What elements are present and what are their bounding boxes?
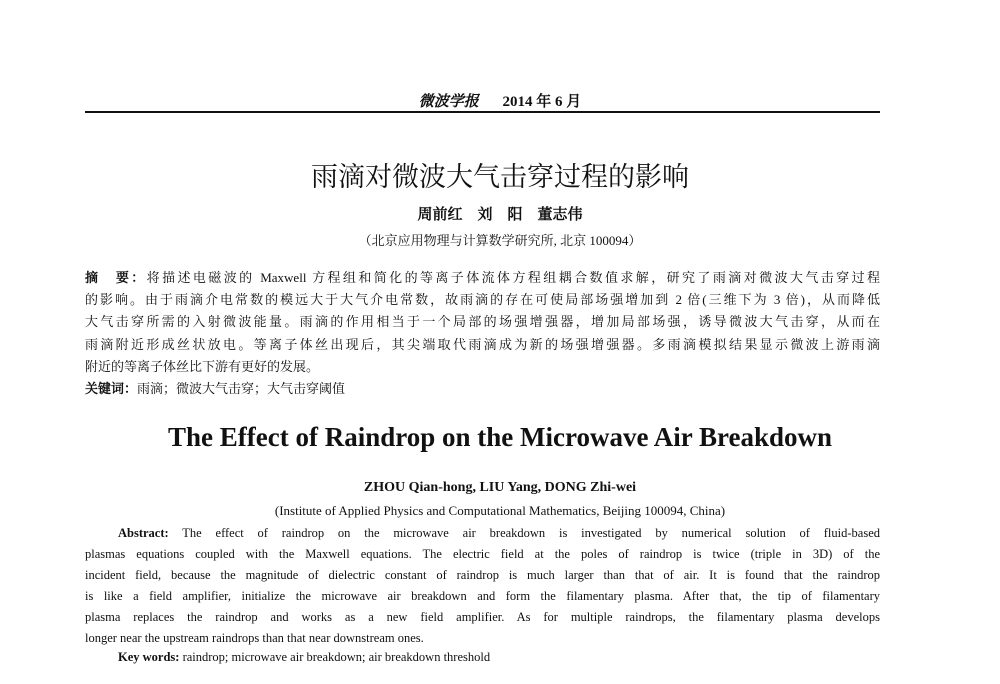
cn-abstract-line [85, 267, 880, 286]
cn-abstract-line: 附近的等离子体丝比下游有更好的发展。 [85, 359, 320, 374]
running-header [0, 90, 1000, 111]
text: raindrop; microwave air breakdown; air breakdown threshold [182, 650, 491, 664]
en-abstract-label: Abstract: [118, 526, 169, 540]
en-abstract-line [118, 526, 880, 541]
cn-abstract-line: 的影响。由于雨滴介电常数的模远大于大气介电常数，故雨滴的存在可使局部场强增加到 2 倍(三维下为 3 倍)，从而降低 [85, 292, 880, 307]
cn-title: 雨滴对微波大气击穿过程的影响 [311, 162, 689, 193]
en-keywords [118, 650, 913, 665]
en-abstract-line: incident field, because the magnitude of dielectric constant of raindrop is much larger than that of air. It is found that the raindrop [85, 568, 880, 582]
cn-abstract-line: 雨滴附近形成丝状放电。等离子体丝出现后，其尖端取代雨滴成为新的场强增强器。多雨滴模拟结果显示微波上游雨滴 [85, 337, 880, 352]
cn-keywords [85, 378, 880, 397]
en-abstract-line: longer near the upstream raindrops than that near downstream ones. [85, 631, 424, 645]
cn-affiliation: （北京应用物理与计算数学研究所, 北京 100094） [358, 233, 642, 248]
en-affiliation: (Institute of Applied Physics and Computational Mathematics, Beijing 100094, China) [274, 503, 726, 518]
text: The effect of raindrop on the microwave air breakdown is investigated by numerical solution of fluid-based [182, 526, 880, 540]
cn-abstract-label: 摘 要： [85, 270, 147, 285]
en-title: The Effect of Raindrop on the Microwave Air Breakdown [168, 422, 832, 452]
en-abstract-line: plasmas equations coupled with the Maxwell equations. The electric field at the poles of raindrop is twice (triple in 3D) of the [85, 547, 880, 561]
en-keywords-label: Key words: [118, 650, 180, 664]
en-authors: ZHOU Qian-hong, LIU Yang, DONG Zhi-wei [363, 480, 637, 495]
header-rule [85, 111, 880, 113]
text: 将描述电磁波的 Maxwell 方程组和简化的等离子体流体方程组耦合数值求解，研究了雨滴对微波大气击穿过程 [146, 270, 880, 285]
cn-abstract-line: 大气击穿所需的入射微波能量。雨滴的作用相当于一个局部的场强增强器，增加局部场强，诱导微波大气击穿，从而在 [85, 314, 880, 329]
cn-authors: 周前红 刘 阳 董志伟 [417, 207, 583, 223]
en-abstract-line: is like a field amplifier, initialize the microwave air breakdown and form the filamentary plasma. After that, the tip of filamentary [85, 589, 880, 603]
journal-name: 微波学报 [418, 94, 479, 110]
text: 雨滴；微波大气击穿；大气击穿阈值 [137, 381, 346, 396]
cn-keywords-label: 关键词： [85, 381, 138, 396]
issue-date: 2014 年 6 月 [502, 94, 582, 110]
en-abstract-line: plasma replaces the raindrop and works as a new field amplifier. As for multiple raindrops, the filamentary plasma develops [85, 610, 880, 624]
